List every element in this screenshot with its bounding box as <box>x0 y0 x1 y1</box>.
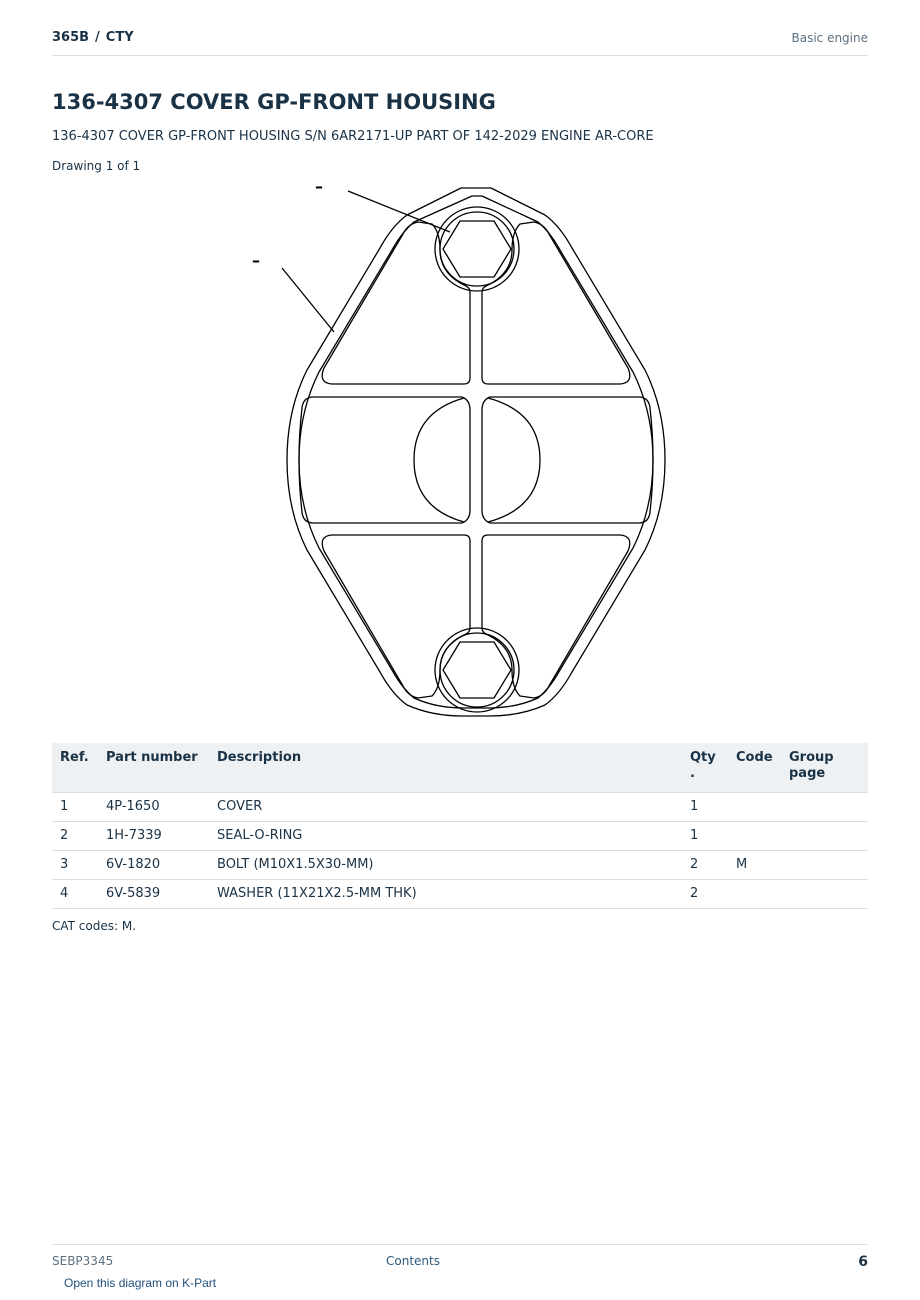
cell-description: SEAL-O-RING <box>209 822 682 851</box>
drawing-label: Drawing 1 of 1 <box>52 159 141 173</box>
top-bolt-icon <box>443 221 511 277</box>
parts-diagram <box>240 175 680 725</box>
parts-table <box>52 743 868 909</box>
breadcrumb-separator: / <box>95 30 100 45</box>
page-footer <box>52 1244 868 1273</box>
cover-inner-outline <box>299 196 653 708</box>
cell-description: WASHER (11X21X2.5-MM THK) <box>209 880 682 909</box>
section-name: Basic engine <box>791 31 868 45</box>
cell-group-page <box>781 822 868 851</box>
page-header <box>52 28 868 56</box>
page-title: 136-4307 COVER GP-FRONT HOUSING <box>52 90 496 114</box>
column-header-code: Code <box>728 743 781 793</box>
cell-ref: 4 <box>52 880 98 909</box>
table-row <box>52 880 868 909</box>
bottom-boss-inner <box>440 633 514 707</box>
cell-part-number: 1H-7339 <box>98 822 209 851</box>
pocket-middle-left <box>299 397 470 523</box>
cell-qty: 1 <box>682 793 728 822</box>
cell-part-number: 6V-5839 <box>98 880 209 909</box>
pocket-bottom-right <box>482 535 630 698</box>
top-boss-inner <box>440 212 514 286</box>
breadcrumb-model: 365B <box>52 30 90 45</box>
cell-group-page <box>781 793 868 822</box>
cell-group-page <box>781 880 868 909</box>
page-number: 6 <box>858 1254 868 1270</box>
table-row <box>52 822 868 851</box>
bottom-bolt-icon <box>443 642 511 698</box>
cell-qty: 1 <box>682 822 728 851</box>
cell-code <box>728 880 781 909</box>
table-header-row <box>52 743 868 793</box>
cell-part-number: 4P-1650 <box>98 793 209 822</box>
half-disc-right <box>488 398 540 522</box>
cell-ref: 3 <box>52 851 98 880</box>
breadcrumb-variant: CTY <box>105 30 134 45</box>
table-row <box>52 851 868 880</box>
document-id: SEBP3345 <box>52 1254 114 1268</box>
cell-code <box>728 793 781 822</box>
cell-ref: 1 <box>52 793 98 822</box>
cell-code: M <box>728 851 781 880</box>
cell-qty: 2 <box>682 880 728 909</box>
cell-code <box>728 822 781 851</box>
callout-label-2: – <box>252 251 260 270</box>
cover-outer-outline <box>287 188 665 716</box>
column-header-description: Description <box>209 743 682 793</box>
pocket-top-left <box>322 222 470 384</box>
table-row <box>52 793 868 822</box>
callout-label-1: – <box>315 177 323 196</box>
pocket-middle-right <box>482 397 653 523</box>
bottom-boss-outer <box>435 628 519 712</box>
breadcrumb <box>52 30 134 45</box>
cell-part-number: 6V-1820 <box>98 851 209 880</box>
column-header-part-number: Part number <box>98 743 209 793</box>
column-header-group-page: Group page <box>781 743 868 793</box>
top-boss-outer <box>435 207 519 291</box>
cat-codes-note: CAT codes: M. <box>52 919 137 933</box>
column-header-ref: Ref. <box>52 743 98 793</box>
cell-ref: 2 <box>52 822 98 851</box>
pocket-top-right <box>482 222 630 384</box>
cell-description: COVER <box>209 793 682 822</box>
cell-description: BOLT (M10X1.5X30-MM) <box>209 851 682 880</box>
open-diagram-kpart-link[interactable]: Open this diagram on K-Part <box>64 1276 217 1290</box>
pocket-bottom-left <box>322 535 470 698</box>
page-subtitle: 136-4307 COVER GP-FRONT HOUSING S/N 6AR2171-UP PART OF 142-2029 ENGINE AR-CORE <box>52 129 654 144</box>
cell-qty: 2 <box>682 851 728 880</box>
leader-line-2 <box>282 268 334 332</box>
leader-line-1 <box>348 191 450 232</box>
half-disc-left <box>414 398 464 522</box>
column-header-qty: Qty . <box>682 743 728 793</box>
cell-group-page <box>781 851 868 880</box>
contents-link[interactable]: Contents <box>386 1254 440 1268</box>
